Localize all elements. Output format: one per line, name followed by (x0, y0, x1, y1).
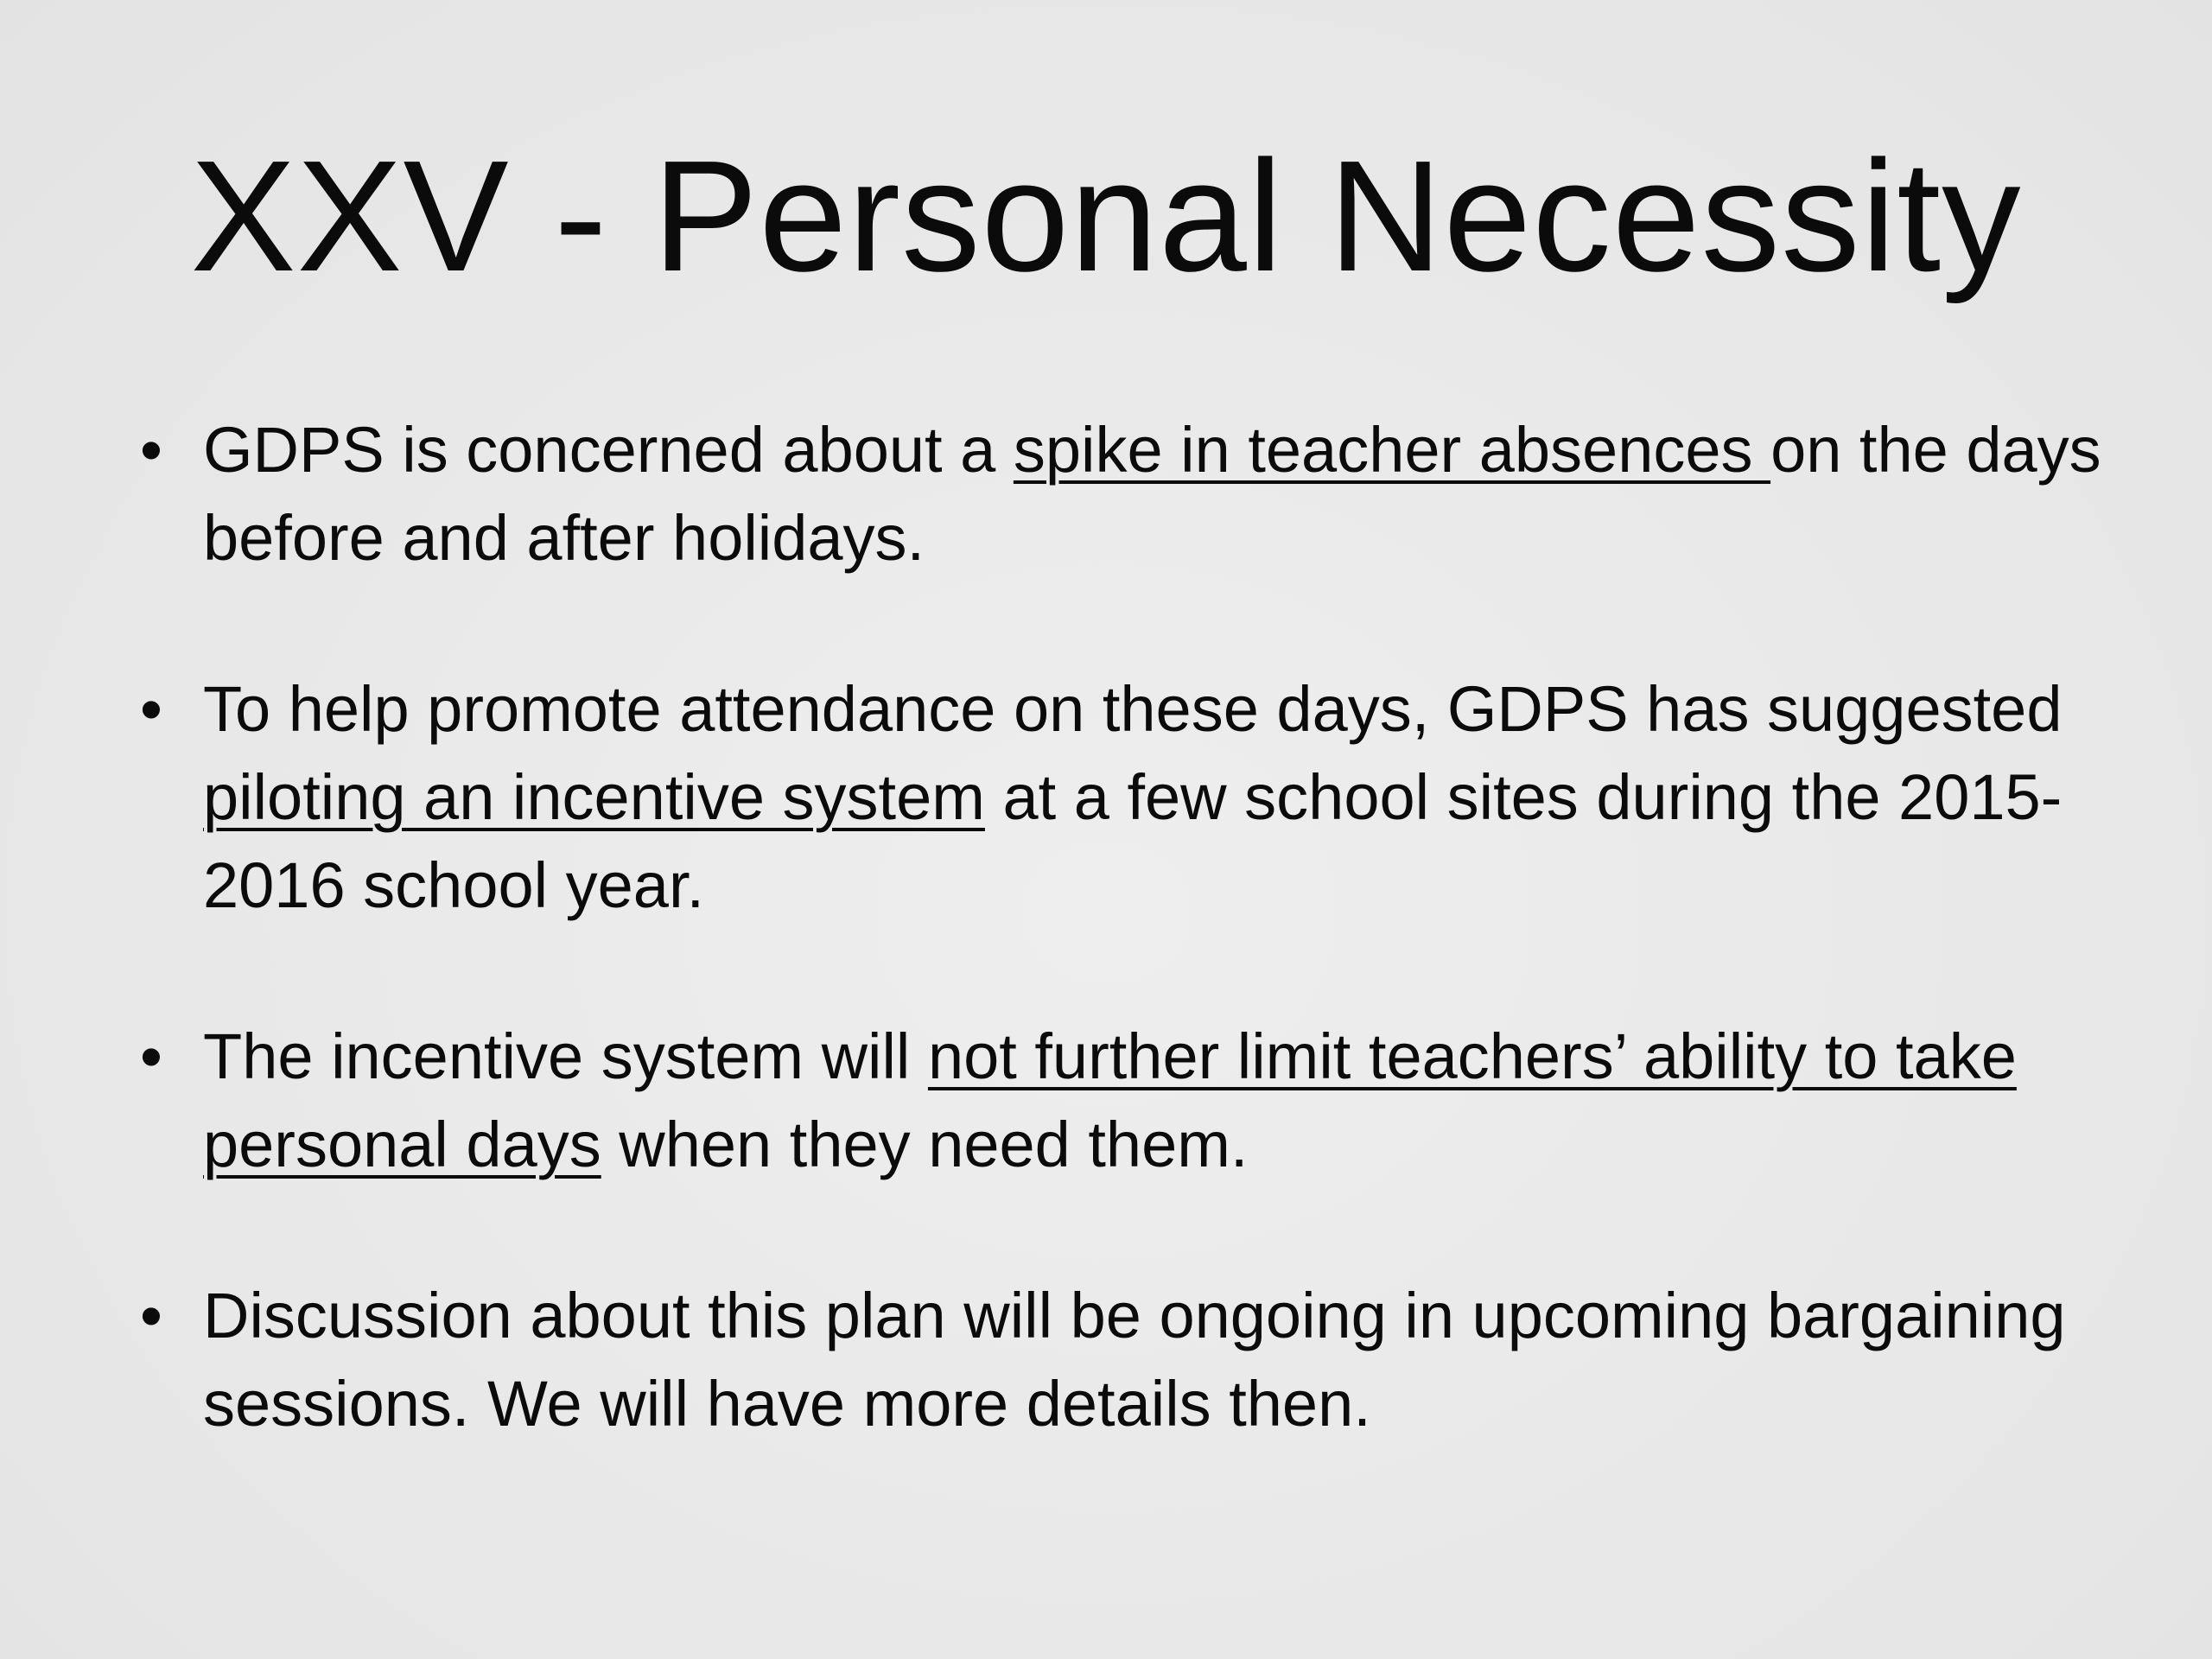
underlined-phrase: spike in teacher absences (1013, 414, 1771, 486)
bullet-item (134, 1013, 2113, 1189)
bullet-icon: • (140, 1020, 162, 1092)
underlined-phrase: not further limit teachers’ ability to take personal days (203, 1020, 2017, 1180)
bullet-item (134, 1272, 2113, 1448)
bullet-text: The incentive system will (203, 1020, 928, 1092)
underlined-phrase: piloting an incentive system (203, 761, 985, 833)
bullet-text: when they need them. (601, 1109, 1249, 1180)
bullet-text: on the days before and after holidays. (203, 414, 2101, 574)
bullet-icon: • (140, 1280, 162, 1351)
bullet-text: GDPS is concerned about a (203, 414, 1014, 486)
bullet-text: Discussion about this plan will be ongoing in upcoming bargaining sessions. We will have more details then. (203, 1280, 2066, 1440)
bullet-item (134, 665, 2113, 930)
slide-title: XXV - Personal Necessity (190, 127, 2022, 304)
bullet-icon: • (140, 673, 162, 745)
bullet-text: To help promote attendance on these days, GDPS has suggested (203, 673, 2063, 745)
bullet-list (134, 406, 2113, 1448)
bullet-icon: • (140, 414, 162, 486)
bullet-item (134, 406, 2113, 582)
bullet-text: at a few school sites during the 2015-2016 school year. (203, 761, 2063, 921)
